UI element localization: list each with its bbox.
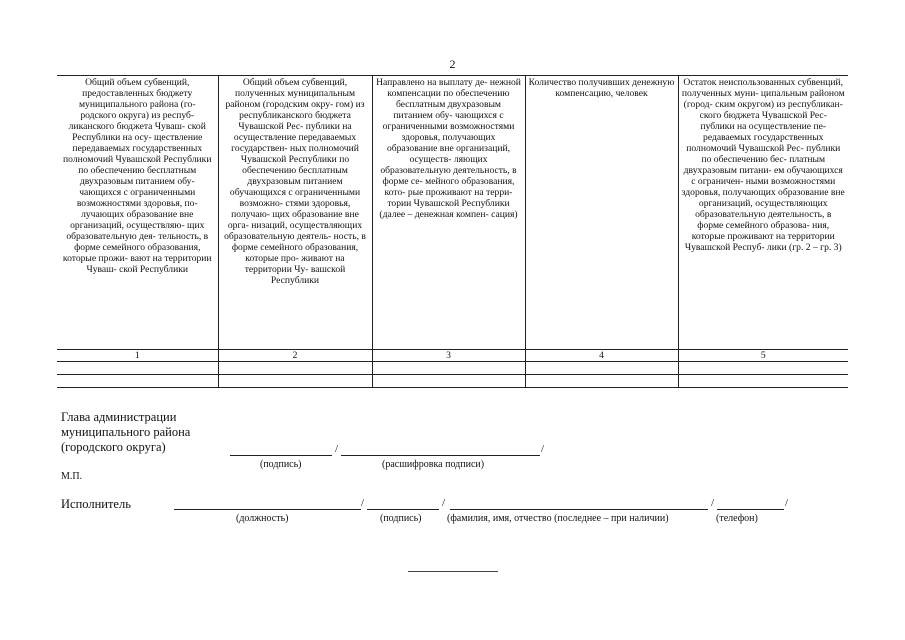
column-number: 2 (218, 350, 372, 362)
separator-slash: / (541, 443, 545, 455)
table-cell (57, 362, 218, 375)
separator-slash: / (711, 497, 715, 509)
signatory-title-line: Глава администрации (61, 410, 177, 424)
report-table (57, 75, 848, 388)
table-cell (525, 362, 678, 375)
table-cell (218, 362, 372, 375)
column-header-3: Направлено на выплату де- нежной компенсации по обеспечению бесплатным двухразовым питанием обу- чающихся с ограниченными возможностями здоровья, получающих образование вне организаций, осуществ- ляющих образовательную деятельность, в форме се- мейного образования, кото- рые проживают на терри- тории Чувашской Республики (далее – денежная компен- сация) (372, 76, 525, 350)
signature-line (230, 455, 332, 456)
signatory-title-line: (городского округа) (61, 440, 166, 454)
signatory-title-line: муниципального района (61, 425, 191, 439)
column-number-row (57, 350, 848, 362)
signature-decoding-line (341, 455, 540, 456)
table-row (57, 375, 848, 388)
executor-label: Исполнитель (61, 497, 131, 511)
separator-slash: / (335, 443, 339, 455)
column-header-4: Количество получивших денежную компенсацию, человек (525, 76, 678, 350)
table-header-row (57, 76, 848, 350)
executor-position-line (174, 509, 361, 510)
caption-signature: (подпись) (260, 459, 302, 470)
executor-name-line (450, 509, 708, 510)
table-cell (57, 375, 218, 388)
separator-slash: / (442, 497, 446, 509)
caption-phone: (телефон) (716, 513, 758, 524)
executor-phone-line (717, 509, 784, 510)
caption-full-name: (фамилия, имя, отчество (последнее – при наличии) (447, 513, 669, 524)
table-cell (678, 375, 848, 388)
caption-position: (должность) (236, 513, 289, 524)
table-cell (372, 375, 525, 388)
table-cell (525, 375, 678, 388)
separator-slash: / (361, 497, 365, 509)
table-cell (372, 362, 525, 375)
caption-executor-signature: (подпись) (380, 513, 422, 524)
column-header-1: Общий объем субвенций, предоставленных бюджету муниципального района (го- родского округа) из респуб- ликанского бюджета Чуваш- ской Республики на осу- ществление передаваемых государственных полномочий Чувашской Республики по обеспечению бесплатным двухразовым питанием обу- чающихся с ограниченными возможностями здоровья, по- лучающих образование вне организаций, осуществляю- щих образовательную дея- тельность, в форме семейного образования, которые прожи- вают на территории Чуваш- ской Республики (57, 76, 218, 350)
head-of-administration-block (61, 410, 190, 455)
stamp-place-label: М.П. (61, 471, 83, 482)
table-cell (678, 362, 848, 375)
executor-signature-line (367, 509, 439, 510)
column-header-2: Общий объем субвенций, полученных муниципальным районом (городским окру- гом) из республиканского бюджета Чувашской Рес- публики на осуществление передаваемых государствен- ных полномочий Чувашской Республики по обеспечению бесплатным двухразовым питанием обучающихся с ограниченными возможно- стями здоровья, получаю- щих образование вне орга- низаций, осуществляющих образовательную деятель- ность, в форме семейного образования, которые про- живают на территории Чу- вашской Республики (218, 76, 372, 350)
column-number: 3 (372, 350, 525, 362)
page-number: 2 (449, 57, 456, 71)
caption-signature-decoding: (расшифровка подписи) (382, 459, 485, 470)
separator-slash: / (785, 497, 789, 509)
table-cell (218, 375, 372, 388)
column-number: 1 (57, 350, 218, 362)
column-number: 5 (678, 350, 848, 362)
footer-rule (408, 571, 498, 572)
table-row (57, 362, 848, 375)
column-number: 4 (525, 350, 678, 362)
column-header-5: Остаток неиспользованных субвенций, полученных муни- ципальным районом (город- ским округом) из республикан- ского бюджета Чувашской Рес- публики на осуществление пе- редаваемых государственных полномочий Чувашской Рес- публики по обеспечению бес- платным двухразовым питани- ем обучающихся с ограничен- ными возможностями здоровья, получающих образование вне организаций, осуществляющих образовательную деятельность, в форме семейного образова- ния, которые проживают на территории Чувашской Респуб- лики (гр. 2 – гр. 3) (678, 76, 848, 350)
